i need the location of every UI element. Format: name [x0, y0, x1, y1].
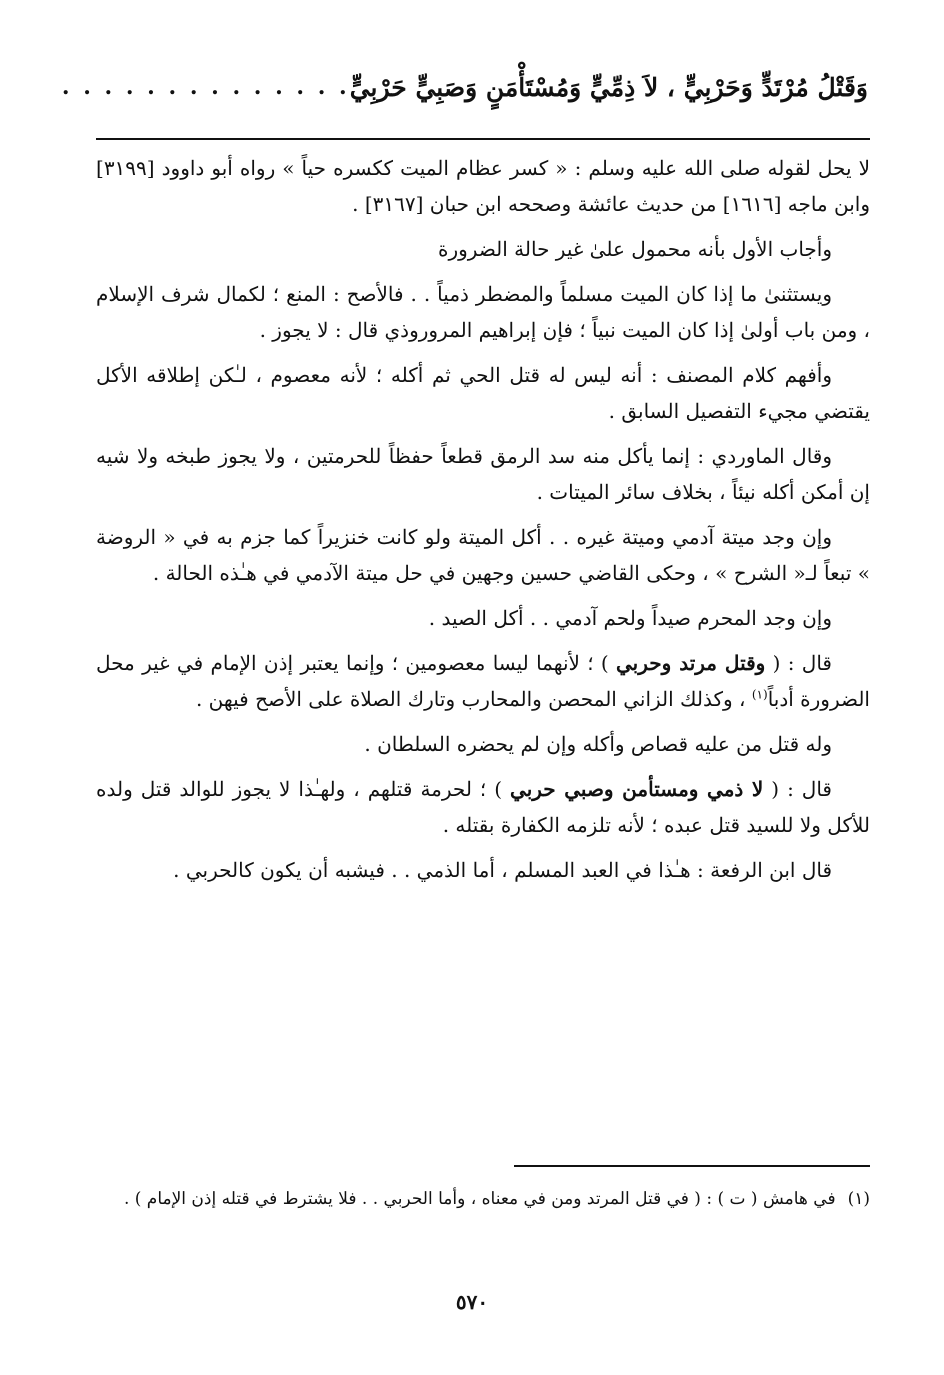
paragraph-9: وله قتل من عليه قصاص وأكله وإن لم يحضره السلطان . — [364, 732, 832, 756]
p10-suffix: ) ؛ لحرمة قتلهم ، ولهـٰذا لا يجوز للوالد قتل ولده للأكل ولا للسيد قتل عبده ؛ لأنه تلزمه الكفارة بقتله . — [96, 777, 870, 837]
footnote — [96, 1184, 870, 1214]
p10-prefix: قال : ( — [763, 777, 832, 801]
p8-prefix: قال : ( — [765, 651, 832, 675]
paragraph-7: وإن وجد المحرم صيداً ولحم آدمي . . أكل الصيد . — [428, 606, 832, 630]
footnote-text: في هامش ( ت ) : ( في قتل المرتد ومن في معناه ، وأما الحربي . . فلا يشترط في قتله إذن الإمام ) . — [123, 1189, 836, 1209]
p8-middle: ) ؛ لأنهما ليسا معصومين ؛ وإنما يعتبر إذن الإمام في غير محل الضرورة أدباً — [96, 651, 870, 711]
footnote-number: (١) — [847, 1189, 870, 1209]
paragraph-10 — [96, 771, 870, 843]
header-divider — [96, 138, 870, 140]
matn-quote-1: وقتل مرتد وحربي — [616, 651, 766, 675]
paragraph-2: وأجاب الأول بأنه محمول علىٰ غير حالة الضرورة — [437, 237, 832, 261]
matn-quote-2: لا ذمي ومستأمن وصبي حربي — [510, 777, 764, 801]
header-title: وَقَتْلُ مُرْتَدٍّ وَحَرْبِيٍّ ، لاَ ذِمِّيٍّ وَمُسْتَأْمَنٍ وَصَبِيٍّ حَرْبِيٍّ — [349, 72, 868, 102]
p8-suffix: ، وكذلك الزاني المحصن والمحارب وتارك الصلاة على الأصح فيهن . — [195, 687, 752, 711]
paragraph-1: لا يحل لقوله صلى الله عليه وسلم : « كسر عظام الميت ككسره حياً » رواه أبو داوود [٣١٩٩] وابن ماجه [١٦١٦] من حديث عائشة وصححه ابن حبان [٣١٦٧] . — [96, 156, 870, 216]
header-dots: . . . . . . . . . . . . . . — [61, 74, 350, 100]
paragraph-5: وقال الماوردي : إنما يأكل منه سد الرمق قطعاً حفظاً للحرمتين ، ولا يجوز طبخه ولا شيه إن أمكن أكله نيئاً ، بخلاف سائر الميتات . — [96, 444, 870, 504]
page-number: ٥٧٠ — [455, 1290, 489, 1314]
main-text — [96, 150, 870, 897]
footnote-marker: (١) — [751, 687, 768, 702]
paragraph-6: وإن وجد ميتة آدمي وميتة غيره . . أكل الميتة ولو كانت خنزيراً كما جزم به في « الروضة » تبعاً لـ« الشرح » ، وحكى القاضي حسين وجهين في حل ميتة الآدمي في هـٰذه الحالة . — [96, 525, 870, 585]
paragraph-3: ويستثنىٰ ما إذا كان الميت مسلماً والمضطر ذمياً . . فالأصح : المنع ؛ لكمال شرف الإسلام ، ومن باب أولىٰ إذا كان الميت نبياً ؛ فإن إبراهيم المروروذي قال : لا يجوز . — [96, 282, 870, 342]
paragraph-4: وأفهم كلام المصنف : أنه ليس له قتل الحي ثم أكله ؛ لأنه معصوم ، لـٰكن إطلاقه الأكل يقتضي مجيء التفصيل السابق . — [96, 363, 870, 423]
paragraph-8 — [96, 645, 870, 717]
paragraph-11: قال ابن الرفعة : هـٰذا في العبد المسلم ، أما الذمي . . فيشبه أن يكون كالحربي . — [173, 858, 832, 882]
running-header — [61, 62, 868, 112]
footnote-divider — [514, 1165, 870, 1167]
